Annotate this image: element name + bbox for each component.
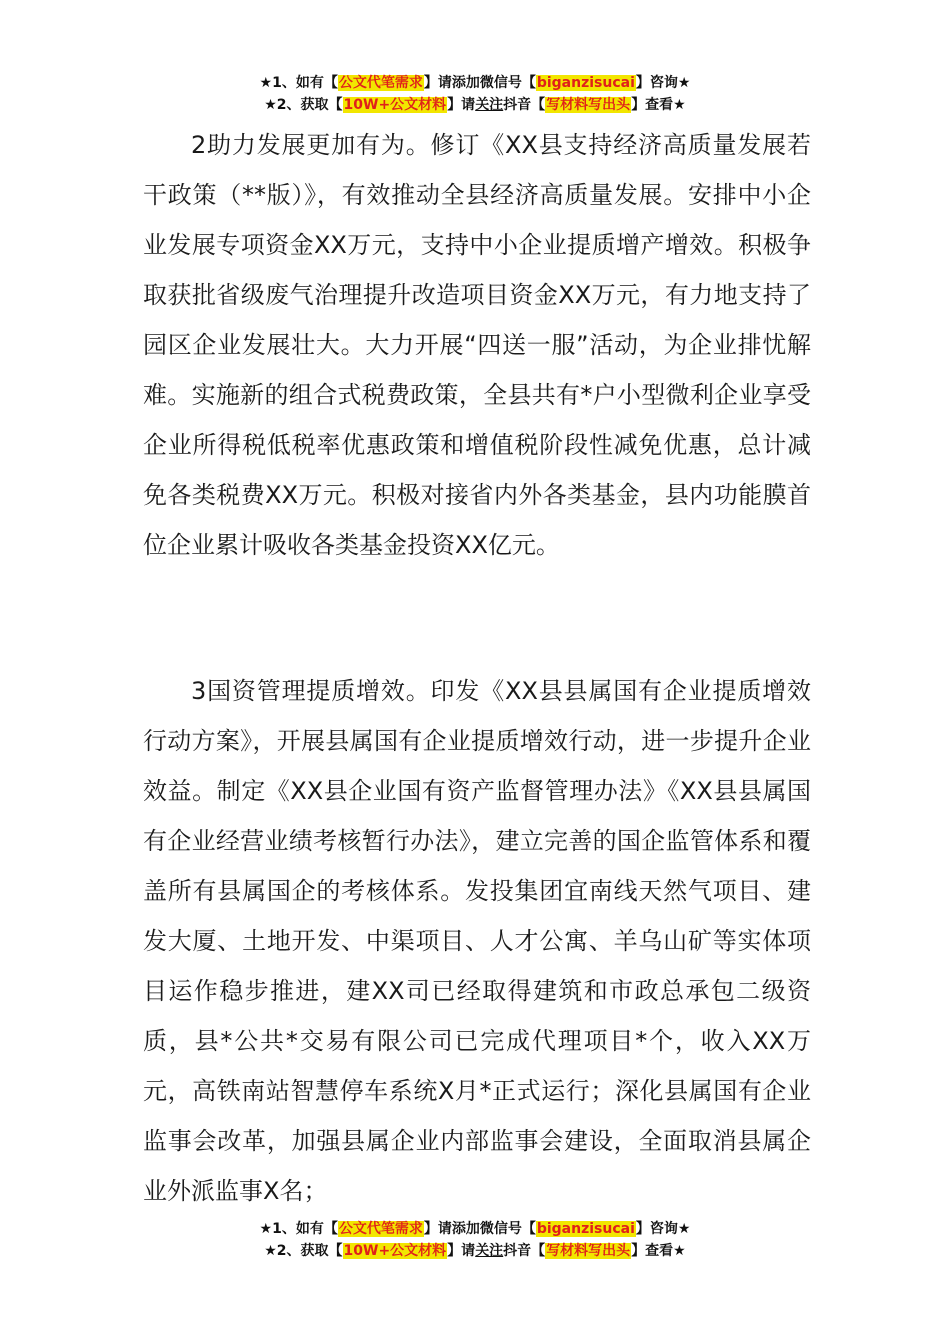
- promo-line-2: ★2、获取【10W+公文材料】请关注抖音【写材料写出头】查看★: [264, 97, 686, 113]
- highlight-wechat-id: biganzisucai: [536, 75, 635, 91]
- footer-promo-banner: [0, 1218, 950, 1262]
- body-section-1: [143, 120, 811, 570]
- underlined-follow: 关注: [475, 97, 504, 113]
- promo-line-1: ★1、如有【公文代笔需求】请添加微信号【biganzisucai】咨询★: [259, 1221, 691, 1237]
- paragraph-development-support: 2助力发展更加有为。修订《XX县支持经济高质量发展若干政策（**版）》，有效推动全县经济高质量发展。安排中小企业发展专项资金XX万元，支持中小企业提质增产增效。积极争取获批省级废气治理提升改造项目资金XX万元，有力地支持了园区企业发展壮大。大力开展“四送一服”活动，为企业排忧解难。实施新的组合式税费政策，全县共有*户小型微利企业享受企业所得税低税率优惠政策和增值税阶段性减免优惠，总计减免各类税费XX万元。积极对接省内外各类基金，县内功能膜首位企业累计吸收各类基金投资XX亿元。: [143, 131, 811, 559]
- body-section-2: [143, 666, 811, 1216]
- header-promo-banner: [0, 72, 950, 116]
- promo-line-1: ★1、如有【公文代笔需求】请添加微信号【biganzisucai】咨询★: [259, 75, 691, 91]
- promo-line-2: ★2、获取【10W+公文材料】请关注抖音【写材料写出头】查看★: [264, 1243, 686, 1259]
- highlight-wechat-id: biganzisucai: [536, 1221, 635, 1237]
- paragraph-state-assets: 3国资管理提质增效。印发《XX县县属国有企业提质增效行动方案》，开展县属国有企业提质增效行动，进一步提升企业效益。制定《XX县企业国有资产监督管理办法》《XX县县属国有企业经营业绩考核暂行办法》，建立完善的国企监管体系和覆盖所有县属国企的考核体系。发投集团宜南线天然气项目、建发大厦、土地开发、中渠项目、人才公寓、羊乌山矿等实体项目运作稳步推进，建XX司已经取得建筑和市政总承包二级资质，县*公共*交易有限公司已完成代理项目*个，收入XX万元，高铁南站智慧停车系统X月*正式运行；深化县属国有企业监事会改革，加强县属企业内部监事会建设，全面取消县属企业外派监事X名；: [143, 677, 811, 1205]
- highlight-writing-service: 公文代笔需求: [338, 1221, 423, 1237]
- highlight-douyin-account: 写材料写出头: [546, 97, 631, 113]
- underlined-follow: 关注: [475, 1243, 504, 1259]
- highlight-writing-service: 公文代笔需求: [338, 75, 423, 91]
- highlight-materials: 10W+公文材料: [343, 97, 447, 113]
- highlight-materials: 10W+公文材料: [343, 1243, 447, 1259]
- highlight-douyin-account: 写材料写出头: [546, 1243, 631, 1259]
